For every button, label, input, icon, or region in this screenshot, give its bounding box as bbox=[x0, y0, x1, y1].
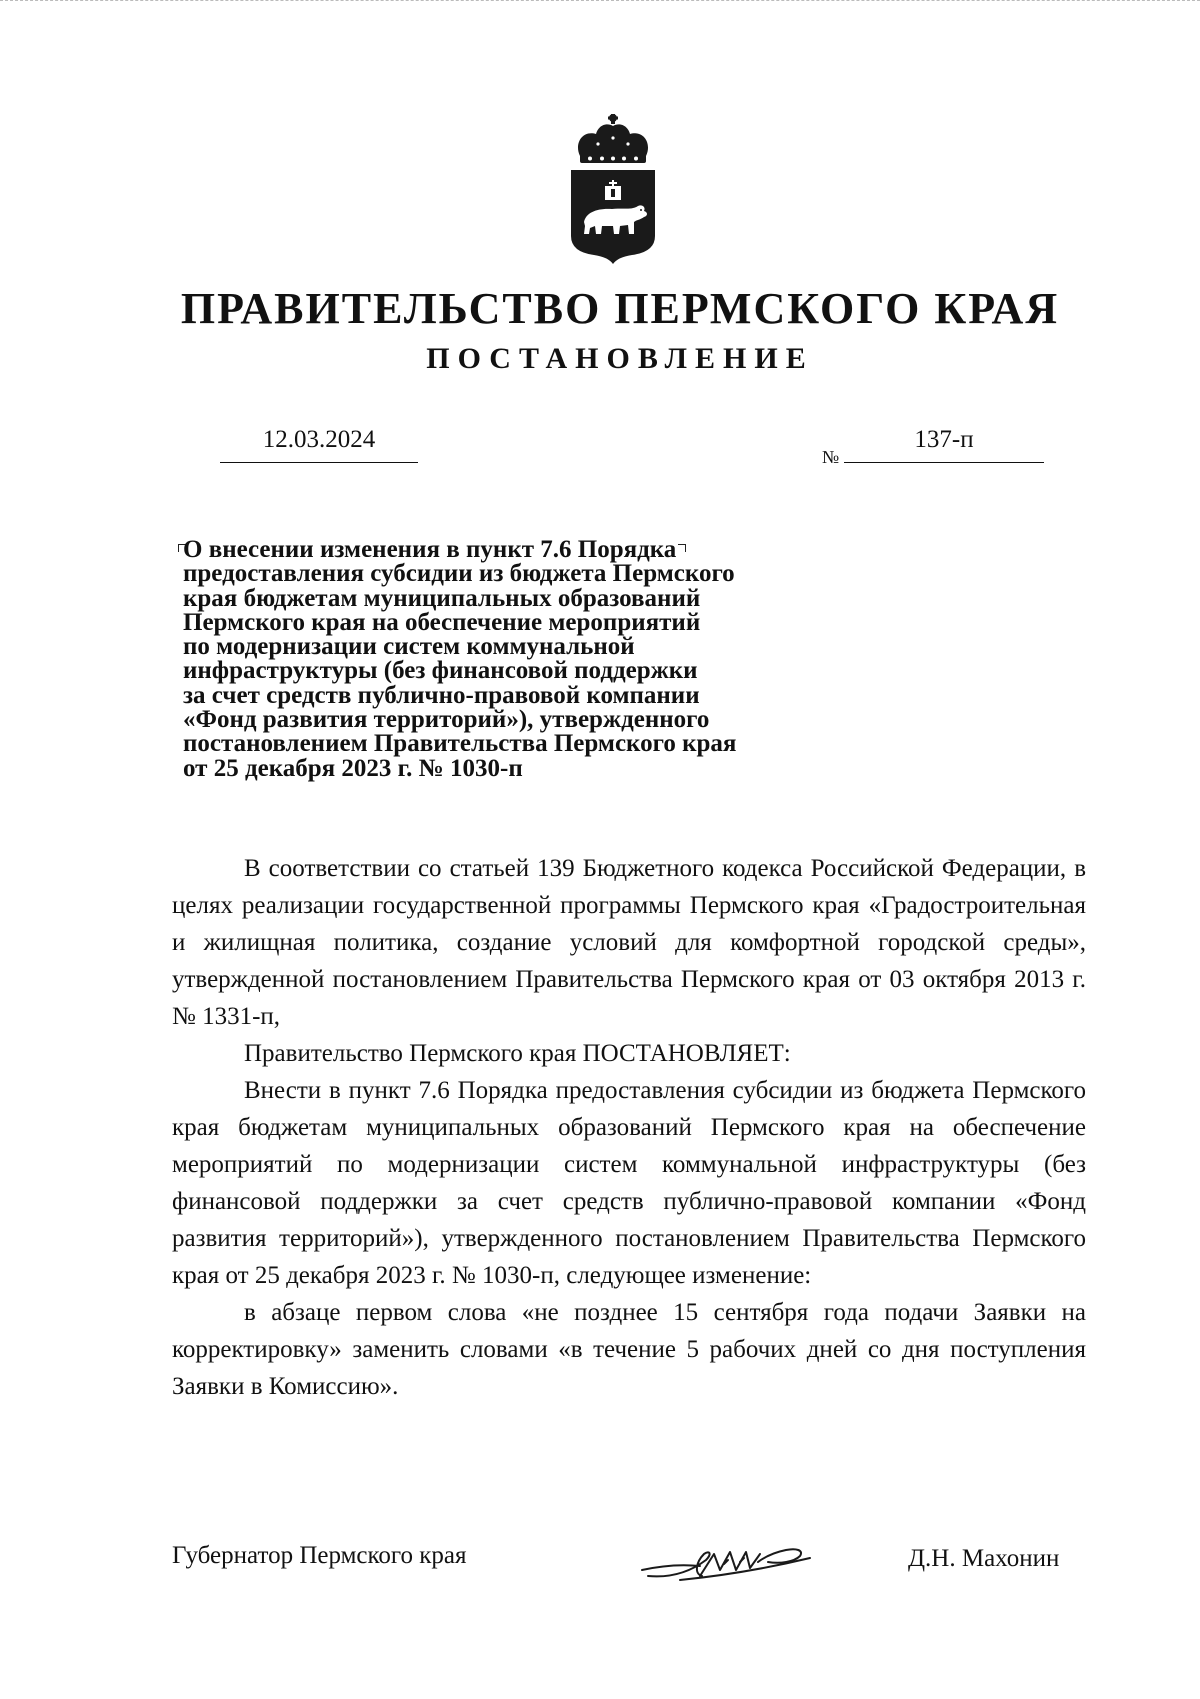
subject-line: за счет средств публично-правовой компании bbox=[183, 681, 700, 709]
coat-of-arms-icon bbox=[568, 112, 658, 264]
government-title: ПРАВИТЕЛЬСТВО ПЕРМСКОГО КРАЯ bbox=[180, 284, 1060, 333]
document-subject bbox=[183, 538, 823, 781]
document-body bbox=[172, 850, 1086, 1405]
body-paragraph-basis: В соответствии со статьей 139 Бюджетного кодекса Российской Федерации, в целях реализации государственной программы Пермского края «Градостроительная и жилищная политика, создание условий для комфортной городской среды», утвержденной постановлением Правительства Пермского края от 03 октября 2013 г. № 1331-п, bbox=[172, 855, 1086, 1030]
subject-line: О внесении изменения в пункт 7.6 Порядка bbox=[183, 536, 677, 563]
subject-line: края бюджетам муниципальных образований bbox=[183, 584, 701, 612]
subject-line: предоставления субсидии из бюджета Пермского bbox=[183, 560, 735, 588]
top-scan-edge bbox=[0, 0, 1200, 1]
subject-line: от 25 декабря 2023 г. № 1030-п bbox=[183, 754, 523, 782]
body-paragraph-change: в абзаце первом слова «не позднее 15 сентября года подачи Заявки на корректировку» заменить словами «в течение 5 рабочих дней со дня поступления Заявки в Комиссию». bbox=[172, 1299, 1086, 1400]
document-number: 137-п bbox=[844, 426, 1044, 463]
document-date: 12.03.2024 bbox=[220, 426, 418, 463]
subject-line: Пермского края на обеспечение мероприятий bbox=[183, 608, 701, 636]
number-sign: № bbox=[822, 447, 840, 467]
signer-name: Д.Н. Махонин bbox=[908, 1545, 1060, 1572]
subject-line: постановлением Правительства Пермского края bbox=[183, 730, 737, 758]
body-paragraph-amendment: Внести в пункт 7.6 Порядка предоставления субсидии из бюджета Пермского края бюджетам муниципальных образований Пермского края на обеспечение мероприятий по модернизации систем коммунальной инфраструктуры (без финансовой поддержки за счет средств публично-правовой компании «Фонд развития территорий»), утвержденного постановлением Правительства Пермского края от 25 декабря 2023 г. № 1030-п, следующее изменение: bbox=[172, 1077, 1086, 1289]
subject-line: инфраструктуры (без финансовой поддержки bbox=[183, 657, 698, 685]
subject-line: «Фонд развития территорий»), утвержденного bbox=[183, 706, 710, 734]
subject-line: по модернизации систем коммунальной bbox=[183, 633, 635, 661]
document-type: ПОСТАНОВЛЕНИЕ bbox=[426, 342, 814, 375]
signer-title: Губернатор Пермского края bbox=[172, 1542, 467, 1569]
handwritten-signature-icon bbox=[640, 1540, 820, 1584]
body-paragraph-resolution: Правительство Пермского края ПОСТАНОВЛЯЕТ: bbox=[244, 1040, 791, 1067]
